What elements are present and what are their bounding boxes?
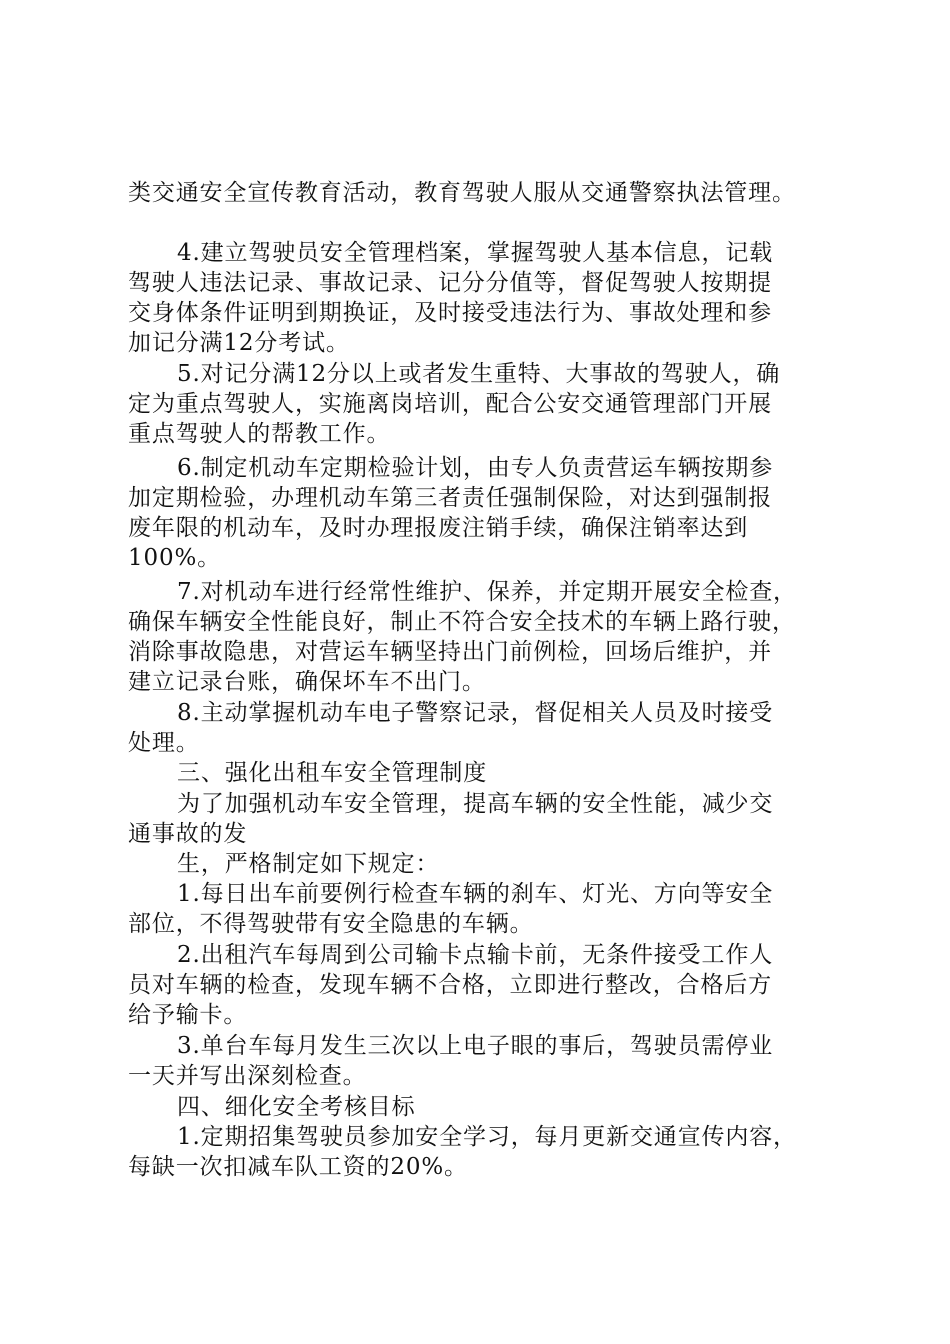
text-line: 类交通安全宣传教育活动，教育驾驶人服从交通警察执法管理。 <box>128 180 796 206</box>
text-line: 5.对记分满12分以上或者发生重特、大事故的驾驶人，确 <box>177 361 781 387</box>
section-heading: 三、强化出租车安全管理制度 <box>177 760 488 786</box>
text-line: 部位，不得驾驶带有安全隐患的车辆。 <box>128 911 534 937</box>
section-heading: 四、细化安全考核目标 <box>177 1094 416 1120</box>
text-line: 8.主动掌握机动车电子警察记录，督促相关人员及时接受 <box>177 700 774 726</box>
text-line: 通事故的发 <box>128 821 248 847</box>
text-line: 消除事故隐患，对营运车辆坚持出门前例检，回场后维护，并 <box>128 639 772 665</box>
text-line: 给予输卡。 <box>128 1002 248 1028</box>
text-line: 确保车辆安全性能良好，制止不符合安全技术的车辆上路行驶， <box>128 609 796 635</box>
text-line: 1.定期招集驾驶员参加安全学习，每月更新交通宣传内容， <box>177 1124 797 1150</box>
text-line: 6.制定机动车定期检验计划，由专人负责营运车辆按期参 <box>177 455 774 481</box>
text-line: 交身体条件证明到期换证，及时接受违法行为、事故处理和参 <box>128 300 772 326</box>
text-line: 员对车辆的检查，发现车辆不合格，立即进行整改，合格后方 <box>128 972 772 998</box>
text-line: 3.单台车每月发生三次以上电子眼的事后，驾驶员需停业 <box>177 1033 774 1059</box>
text-line: 废年限的机动车，及时办理报废注销手续，确保注销率达到 <box>128 515 749 541</box>
text-line: 加记分满12分考试。 <box>128 330 350 356</box>
text-line: 定为重点驾驶人，实施离岗培训，配合公安交通管理部门开展 <box>128 391 772 417</box>
text-line: 建立记录台账，确保坏车不出门。 <box>128 669 486 695</box>
text-line: 驾驶人违法记录、事故记录、记分分值等，督促驾驶人按期提 <box>128 270 772 296</box>
text-line: 为了加强机动车安全管理，提高车辆的安全性能，减少交 <box>177 791 774 817</box>
text-line: 每缺一次扣减车队工资的20%。 <box>128 1154 468 1180</box>
text-line: 7.对机动车进行经常性维护、保养，并定期开展安全检查， <box>177 579 797 605</box>
text-line: 2.出租汽车每周到公司输卡点输卡前，无条件接受工作人 <box>177 942 774 968</box>
text-line: 重点驾驶人的帮教工作。 <box>128 421 391 447</box>
text-line: 一天并写出深刻检查。 <box>128 1063 367 1089</box>
text-line: 1.每日出车前要例行检查车辆的刹车、灯光、方向等安全 <box>177 881 774 907</box>
text-line: 处理。 <box>128 730 200 756</box>
text-line: 加定期检验，办理机动车第三者责任强制保险，对达到强制报 <box>128 485 772 511</box>
text-line: 4.建立驾驶员安全管理档案，掌握驾驶人基本信息，记载 <box>177 240 774 266</box>
text-line: 100%。 <box>128 545 222 571</box>
text-line: 生，严格制定如下规定： <box>177 851 440 877</box>
